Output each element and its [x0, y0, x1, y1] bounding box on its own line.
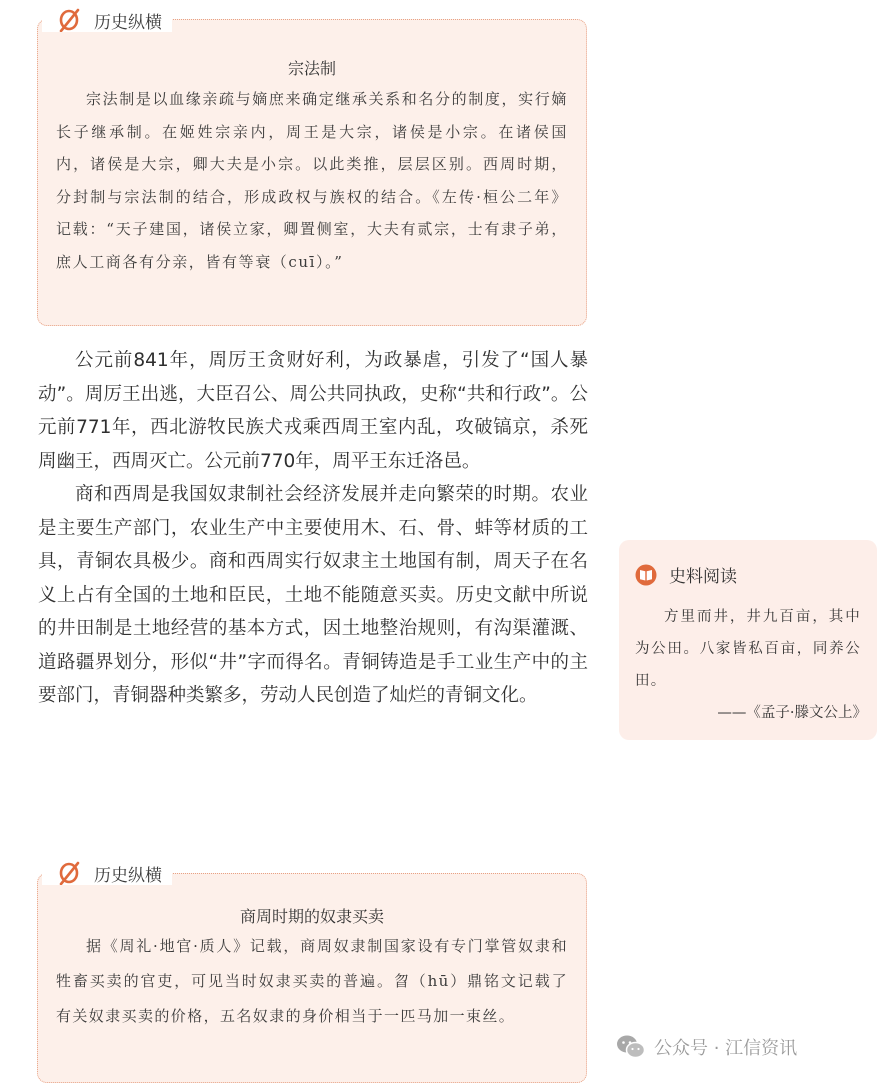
- history-box-zongfa: [37, 19, 587, 326]
- box-title: 宗法制: [287, 59, 336, 78]
- history-box-slave-trade: [37, 873, 587, 1083]
- history-label-1: [42, 8, 172, 32]
- box-title: 商周时期的奴隶买卖: [239, 907, 384, 926]
- history-emblem-icon: [56, 8, 84, 32]
- main-paragraph-1: 公元前841年，周厉王贪财好利，为政暴虐，引发了“国人暴动”。周厉王出逃，大臣召公、周公共同执政，史称“共和行政”。公元前771年，西北游牧民族犬戎乘西周王室内乱，攻破镐京，杀死周幽王，西周灭亡。公元前770年，周平王东迁洛邑。: [38, 350, 588, 472]
- main-paragraph-2: 商和西周是我国奴隶制社会经济发展并走向繁荣的时期。农业是主要生产部门，农业生产中主要使用木、石、骨、蚌等材质的工具，青铜农具极少。商和西周实行奴隶主土地国有制，周天子在名义上占有全国的土地和臣民，土地不能随意买卖。历史文献中所说的井田制是土地经营的基本方式，因土地整治规则，有沟渠灌溉、道路疆界划分，形似“井”字而得名。青铜铸造是手工业生产中的主要部门，青铜器种类繁多，劳动人民创造了灿烂的青铜文化。: [38, 484, 588, 706]
- source-reading-header: [635, 562, 861, 587]
- box-body: [56, 83, 568, 278]
- source-quote: 方里而井，井九百亩，其中为公田。八家皆私百亩，同养公田。: [635, 609, 861, 689]
- source-citation: ——《孟子·滕文公上》: [717, 705, 867, 721]
- history-emblem-icon: [56, 861, 84, 885]
- box-body: [56, 929, 568, 1034]
- watermark: [616, 1034, 797, 1060]
- history-label-text: 历史纵横: [94, 12, 162, 33]
- book-icon: [635, 564, 657, 586]
- box-paragraph: 据《周礼·地官·质人》记载，商周奴隶制国家设有专门掌管奴隶和牲畜买卖的官吏，可见当时奴隶买卖的普遍。曶（hū）鼎铭文记载了有关奴隶买卖的价格，五名奴隶的身价相当于一匹马加一束丝。: [56, 937, 568, 1025]
- source-reading-body: [635, 601, 867, 729]
- box-paragraph: 宗法制是以血缘亲疏与嫡庶来确定继承关系和名分的制度，实行嫡长子继承制。在姬姓宗亲内，周王是大宗，诸侯是小宗。在诸侯国内，诸侯是大宗，卿大夫是小宗。以此类推，层层区别。西周时期，分封制与宗法制的结合，形成政权与族权的结合。《左传·桓公二年》记载：“天子建国，诸侯立家，卿置侧室，大夫有贰宗，士有隶子弟，庶人工商各有分亲，皆有等衰（cuī）。”: [56, 90, 568, 271]
- watermark-text: 公众号 · 江信资讯: [654, 1038, 798, 1059]
- source-reading-panel: [619, 540, 877, 740]
- source-reading-label: 史料阅读: [669, 567, 737, 587]
- history-label-text: 历史纵横: [94, 865, 162, 886]
- wechat-icon: [616, 1034, 646, 1060]
- history-label-2: [42, 861, 172, 885]
- main-text: [38, 344, 588, 713]
